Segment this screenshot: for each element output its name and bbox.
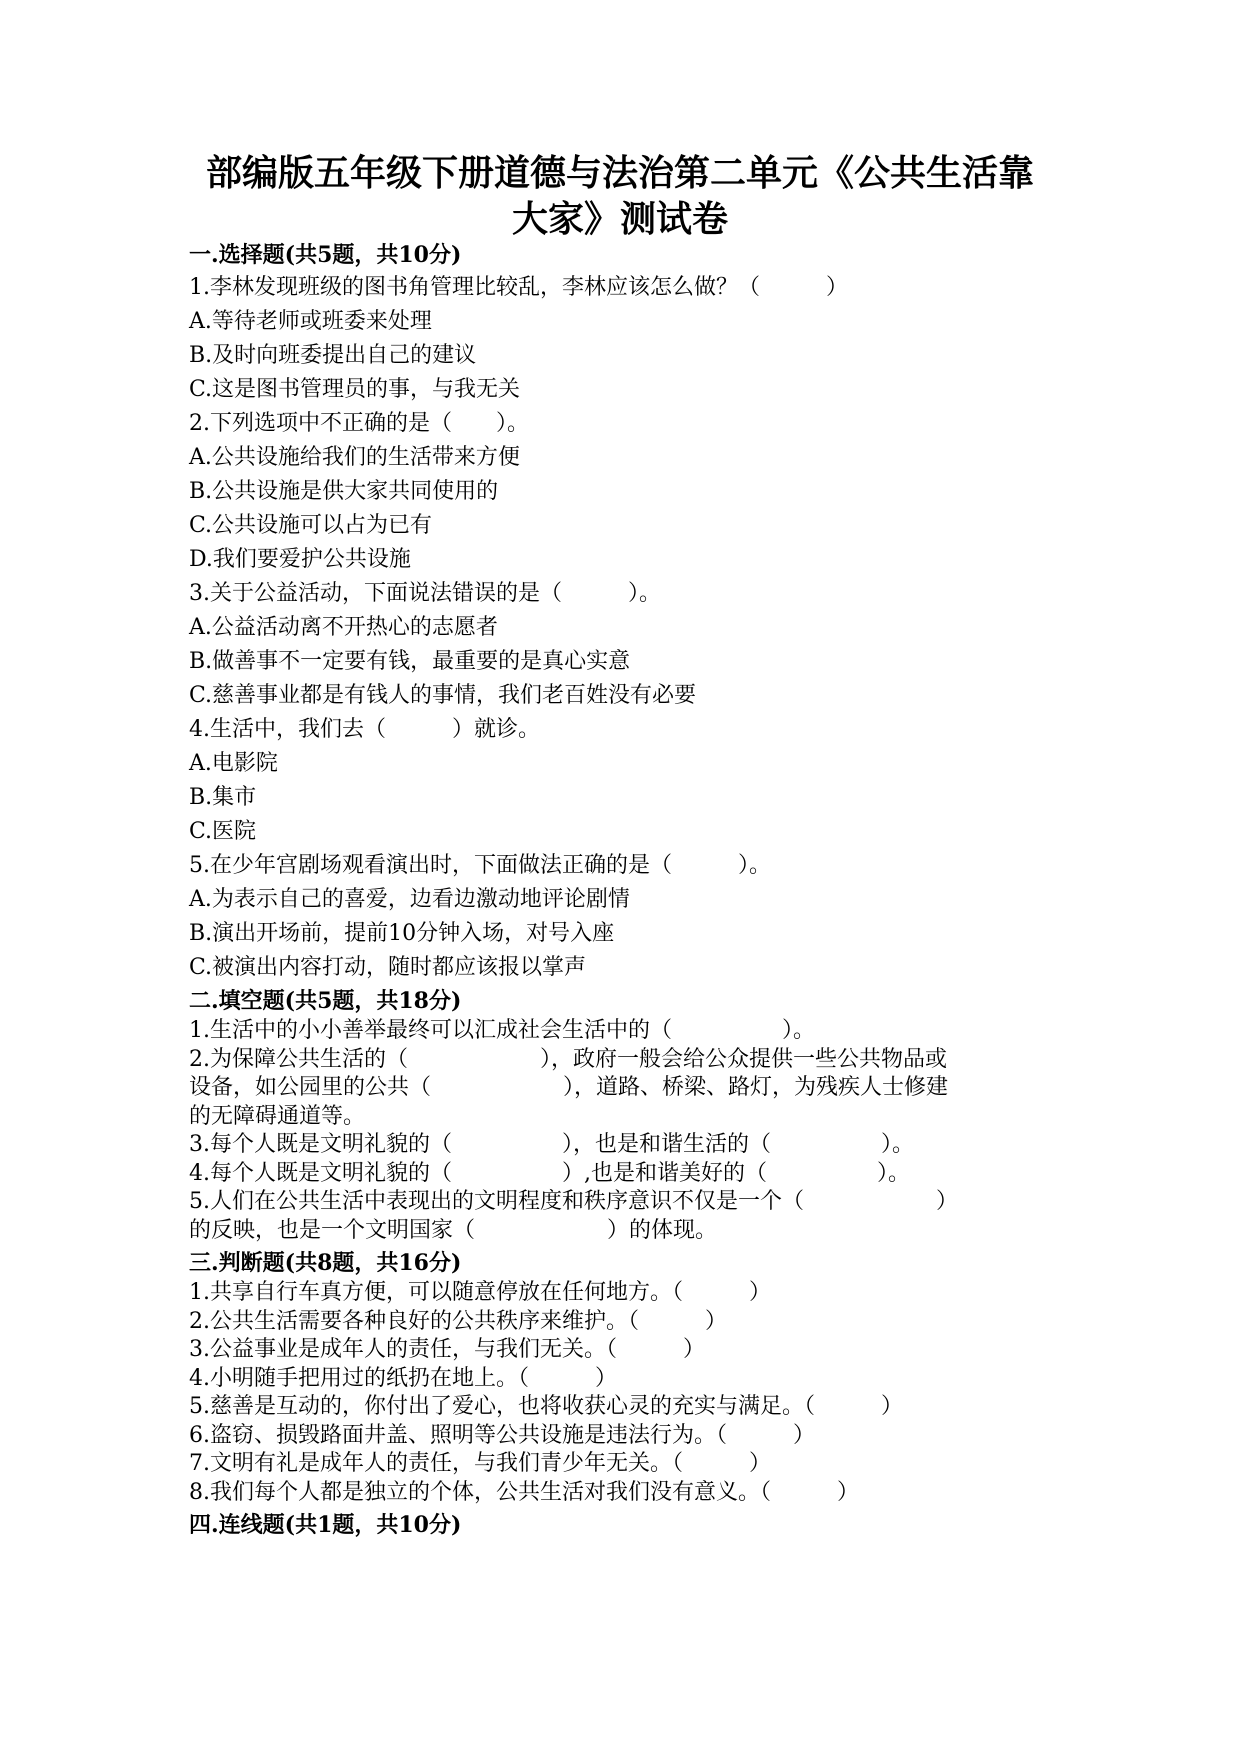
section-multiple-choice [189, 239, 1059, 985]
fill-question: 2.为保障公共生活的（ ），政府一般会给公众提供一些公共物品或 [189, 1046, 947, 1072]
option-d: D.我们要爱护公共设施 [189, 547, 411, 572]
judgment-item: 1.共享自行车真方便，可以随意停放在任何地方。（ ） [189, 1280, 771, 1305]
option-c: C.慈善事业都是有钱人的事情，我们老百姓没有必要 [189, 683, 697, 708]
section-heading-3: 三.判断题(共8题，共16分) [189, 1250, 462, 1276]
option-a: A.公共设施给我们的生活带来方便 [189, 445, 520, 470]
option-a: A.等待老师或班委来处理 [189, 309, 432, 334]
judgment-item: 6.盗窃、损毁路面井盖、照明等公共设施是违法行为。（ ） [189, 1422, 815, 1448]
option-c: C.公共设施可以占为已有 [189, 513, 433, 538]
section-true-false [189, 1247, 1059, 1507]
exam-title-line2: 大家》测试卷 [511, 198, 728, 240]
option-c: C.这是图书管理员的事，与我无关 [189, 377, 521, 402]
question-stem: 1.李林发现班级的图书角管理比较乱，李林应该怎么做？（ ） [189, 275, 848, 300]
question-stem: 4.生活中，我们去（ ）就诊。 [189, 717, 540, 742]
question-stem: 2.下列选项中不正确的是（ ）。 [189, 411, 529, 436]
fill-question-cont: 的无障碍通道等。 [189, 1103, 366, 1129]
option-b: B.做善事不一定要有钱，最重要的是真心实意 [189, 649, 631, 674]
option-a: A.为表示自己的喜爱，边看边激动地评论剧情 [189, 887, 630, 912]
option-b: B.公共设施是供大家共同使用的 [189, 479, 499, 504]
exam-title-line1: 部编版五年级下册道德与法治第二单元《公共生活靠 [205, 152, 1034, 194]
option-b: B.及时向班委提出自己的建议 [189, 343, 477, 368]
option-a: A.公益活动离不开热心的志愿者 [189, 615, 498, 640]
option-b: B.演出开场前，提前10分钟入场，对号入座 [189, 921, 615, 946]
exam-content [189, 239, 1059, 1541]
fill-question-cont: 的反映，也是一个文明国家（ ）的体现。 [189, 1217, 718, 1243]
section-heading-2: 二.填空题(共5题，共18分) [189, 988, 462, 1014]
fill-question: 1.生活中的小小善举最终可以汇成社会生活中的（ ）。 [189, 1018, 815, 1043]
judgment-item: 2.公共生活需要各种良好的公共秩序来维护。（ ） [189, 1308, 727, 1334]
option-c: C.医院 [189, 819, 257, 844]
judgment-item: 3.公益事业是成年人的责任，与我们无关。（ ） [189, 1337, 705, 1362]
question-stem: 5.在少年宫剧场观看演出时，下面做法正确的是（ ）。 [189, 853, 771, 878]
section-fill-in-blank [189, 985, 1059, 1245]
section-heading-4: 四.连线题(共1题，共10分) [189, 1512, 462, 1538]
option-c: C.被演出内容打动，随时都应该报以掌声 [189, 955, 587, 980]
fill-question: 4.每个人既是文明礼貌的（ ）,也是和谐美好的（ ）。 [189, 1160, 910, 1186]
judgment-item: 8.我们每个人都是独立的个体，公共生活对我们没有意义。（ ） [189, 1479, 859, 1505]
fill-question-cont: 设备，如公园里的公共（ ），道路、桥梁、路灯，为残疾人士修建 [189, 1075, 949, 1100]
option-b: B.集市 [189, 785, 257, 810]
judgment-item: 7.文明有礼是成年人的责任，与我们青少年无关。（ ） [189, 1451, 771, 1476]
question-stem: 3.关于公益活动，下面说法错误的是（ ）。 [189, 581, 661, 606]
section-heading-1: 一.选择题(共5题，共10分) [189, 242, 462, 268]
judgment-item: 4.小明随手把用过的纸扔在地上。（ ） [189, 1365, 617, 1391]
fill-question: 5.人们在公共生活中表现出的文明程度和秩序意识不仅是一个（ ） [189, 1189, 958, 1214]
option-a: A.电影院 [189, 751, 278, 776]
fill-question: 3.每个人既是文明礼貌的（ ），也是和谐生活的（ ）。 [189, 1132, 914, 1157]
judgment-item: 5.慈善是互动的，你付出了爱心，也将收获心灵的充实与满足。（ ） [189, 1394, 903, 1419]
